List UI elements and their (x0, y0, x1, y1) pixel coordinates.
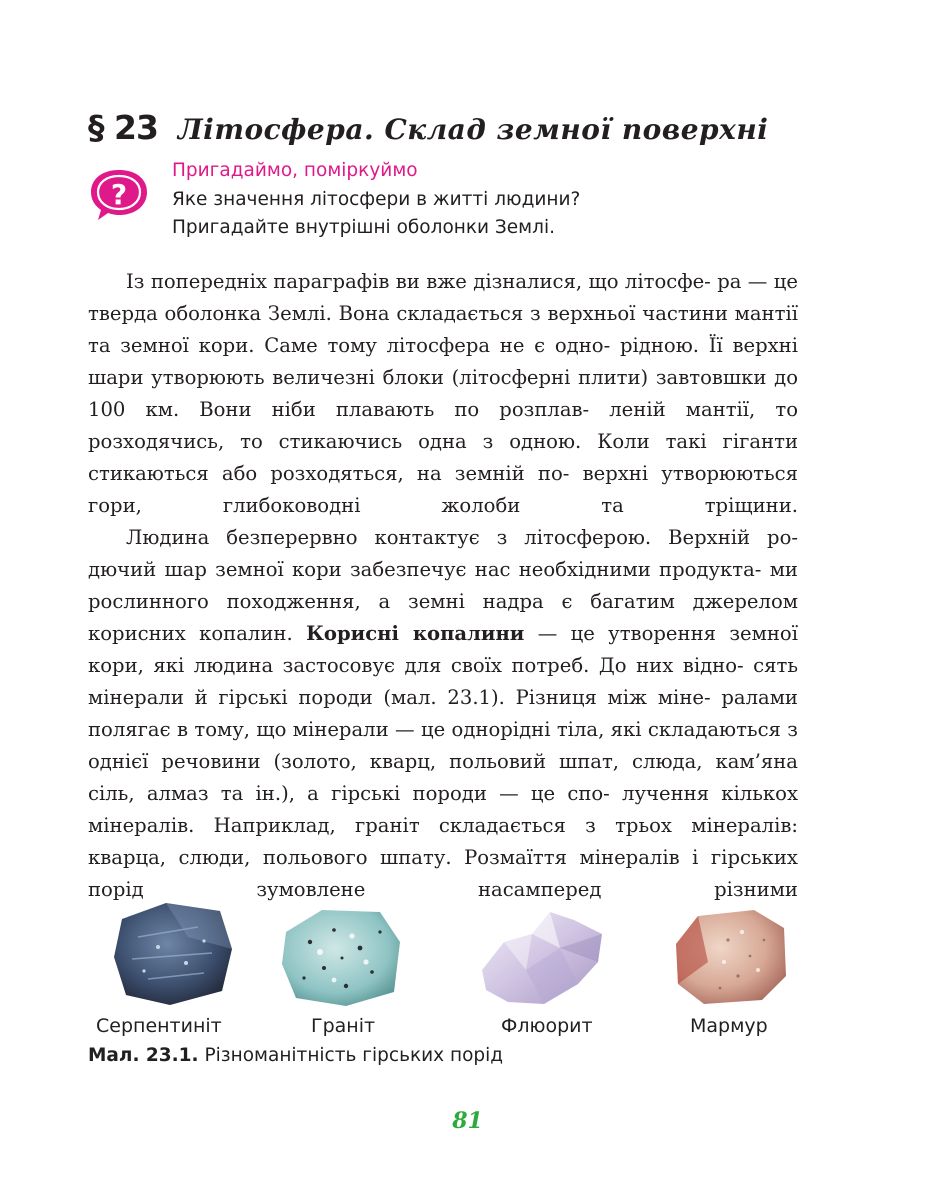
text-line: ралами полягає в тому, що мінерали — це однорідні тіла, які (88, 686, 798, 741)
text-line: ми рослинного походження, а земні надра є багатим джерелом (88, 558, 798, 613)
section-heading (88, 108, 848, 158)
caption-label: Мал. 23.1. (88, 1045, 199, 1066)
text-line: сять мінерали й гірські породи (мал. 23.1). Різниця між міне- (88, 654, 798, 709)
text-line: лучення кількох мінералів. Наприклад, граніт складається (88, 782, 799, 837)
marble-image (668, 904, 792, 1008)
term-bold: Корисні копалини (306, 622, 525, 645)
paragraph (88, 522, 798, 906)
recall-question: Яке значення літосфери в житті людини? (172, 188, 581, 210)
text-line: ра — це тверда оболонка Землі. Вона складається з верхньої (88, 270, 798, 325)
figure-caption (88, 1045, 503, 1066)
text-line: верхні утворюються гори, глибоководні жолоби та тріщини. (88, 462, 798, 517)
text-line: дючий шар земної кори забезпечує нас необхідними продукта- (88, 558, 762, 581)
paragraph (88, 266, 798, 522)
recall-question: Пригадайте внутрішні оболонки Землі. (172, 217, 555, 238)
text-line: Людина безперервно контактує з літосферою. Верхній ро- (126, 526, 798, 549)
rock-label: Серпентиніт (96, 1015, 222, 1037)
fluorite-image (474, 904, 610, 1012)
text-line: кори, які людина застосовує для своїх потреб. До них відно- (88, 654, 744, 677)
svg-text:?: ? (110, 178, 128, 211)
page-number: 81 (452, 1108, 483, 1134)
text-line: Із попередніх параграфів ви вже дізналися, що літосфе- (126, 270, 711, 293)
recall-block (172, 157, 812, 243)
text-line: з трьох мінералів: кварца, слюди, польового шпату. Розмаїття (88, 814, 798, 869)
text-line: слюда, кам’яна сіль, алмаз та ін.), а гірські породи — це спо- (88, 750, 798, 805)
recall-title: Пригадаймо, поміркуймо (172, 160, 418, 181)
question-icon (88, 168, 150, 222)
text-line: — це утворення земної (524, 622, 798, 645)
text-line: складаються з однієї речовини (золото, кварц, польовий шпат, (88, 718, 798, 773)
text-line: плити) завтовшки до 100 км. Вони ніби плавають по розплав- (88, 366, 798, 421)
text-line: леній мантії, то розходячись, то стикаючись одна з одною. (88, 398, 798, 453)
text-line: корисних копалин. (88, 622, 307, 645)
text-line: рідною. Її верхні шари утворюють величезні блоки (літосферні (88, 334, 798, 389)
rock-label: Мармур (690, 1015, 768, 1037)
text-line: мінералів і гірських порід зумовлене насамперед різними (88, 846, 798, 901)
rock-label: Граніт (311, 1015, 376, 1037)
caption-text: Різноманітність гірських порід (198, 1045, 504, 1066)
body-text (88, 266, 798, 906)
section-number: § 23 (88, 108, 158, 147)
serpentinite-image (108, 897, 238, 1009)
section-title: Літосфера. Склад земної поверхні (177, 113, 769, 146)
rock-label: Флюорит (501, 1015, 593, 1037)
text-line: частини мантії та земної кори. Саме тому літосфера не є одно- (88, 302, 798, 357)
granite-image (276, 902, 406, 1010)
text-line: Коли такі гіганти стикаються або розходяться, на земній по- (88, 430, 798, 485)
